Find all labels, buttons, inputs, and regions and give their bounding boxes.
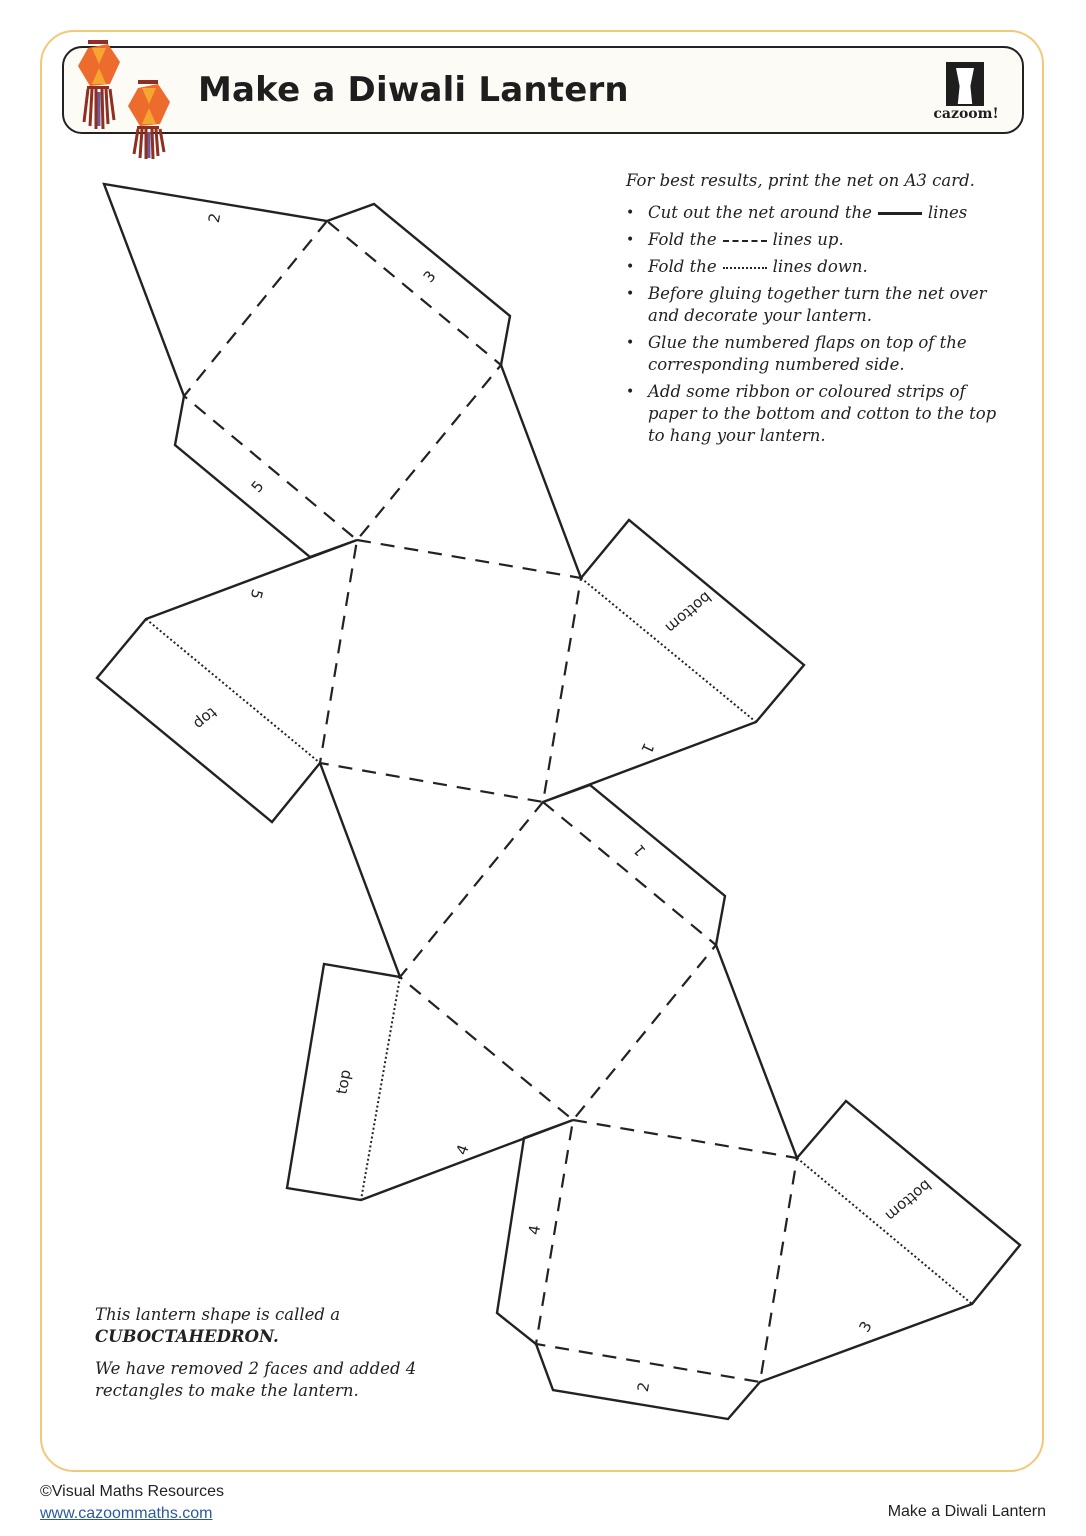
shape-name: CUBOCTAHEDRON. xyxy=(95,1327,279,1346)
flap-label: 2 xyxy=(204,211,225,225)
flap-label: bottom xyxy=(661,588,715,637)
page-title: Make a Diwali Lantern xyxy=(198,70,629,110)
instruction-text: Fold the xyxy=(648,230,717,249)
flap-label: 1 xyxy=(637,740,658,757)
note-intro xyxy=(95,1304,435,1348)
instruction-text: lines up. xyxy=(772,230,844,249)
footer-credits xyxy=(40,1481,224,1525)
flap-label: 5 xyxy=(246,587,267,602)
instruction-text: lines down. xyxy=(772,257,868,276)
flap-label: 4 xyxy=(452,1142,473,1158)
shape-note xyxy=(95,1304,435,1412)
fold-down-line xyxy=(581,578,756,722)
flap-label: top xyxy=(190,703,221,734)
flap-label: 3 xyxy=(855,1318,876,1336)
fold-up-line xyxy=(320,540,581,802)
instruction-text: Cut out the net around the xyxy=(648,203,872,222)
instruction-text: lines xyxy=(927,203,968,222)
website-link[interactable]: www.cazoommaths.com xyxy=(40,1505,213,1522)
instruction-glue: • Glue the numbered flaps on top of the corresponding numbered side. xyxy=(626,332,1006,376)
instructions-intro: For best results, print the net on A3 card. xyxy=(626,171,975,190)
instruction-text: Fold the xyxy=(648,257,717,276)
fold-down-lines xyxy=(146,578,972,1304)
instruction-hang: • Add some ribbon or coloured strips of paper to the bottom and cotton to the top to hang your lantern. xyxy=(626,381,1006,447)
fold-up-lines xyxy=(184,221,797,1382)
fold-down-line xyxy=(146,619,320,763)
flap-label: 1 xyxy=(629,840,650,860)
cut-line xyxy=(97,184,1020,1419)
flap-label: 5 xyxy=(247,477,268,497)
flap-label: top xyxy=(332,1068,355,1096)
footer-doc-title: Make a Diwali Lantern xyxy=(887,1503,1046,1520)
fold-down-line xyxy=(361,977,400,1200)
note-detail: We have removed 2 faces and added 4 rectangles to make the lantern. xyxy=(95,1359,417,1400)
flap-labels xyxy=(190,212,935,1394)
note-line: This lantern shape is called a xyxy=(95,1305,341,1324)
cut-lines xyxy=(97,184,1020,1419)
flap-label: 2 xyxy=(633,1380,654,1394)
flap-label: 4 xyxy=(524,1223,545,1237)
copyright-text: ©Visual Maths Resources xyxy=(40,1483,225,1500)
fold-down-line xyxy=(797,1158,972,1304)
flap-label: bottom xyxy=(881,1176,935,1225)
logo-wordmark: cazoom! xyxy=(933,106,999,122)
fold-up-line xyxy=(536,1120,797,1382)
flap-label: 3 xyxy=(419,267,440,287)
instruction-decorate: • Before gluing together turn the net over and decorate your lantern. xyxy=(626,283,1006,327)
